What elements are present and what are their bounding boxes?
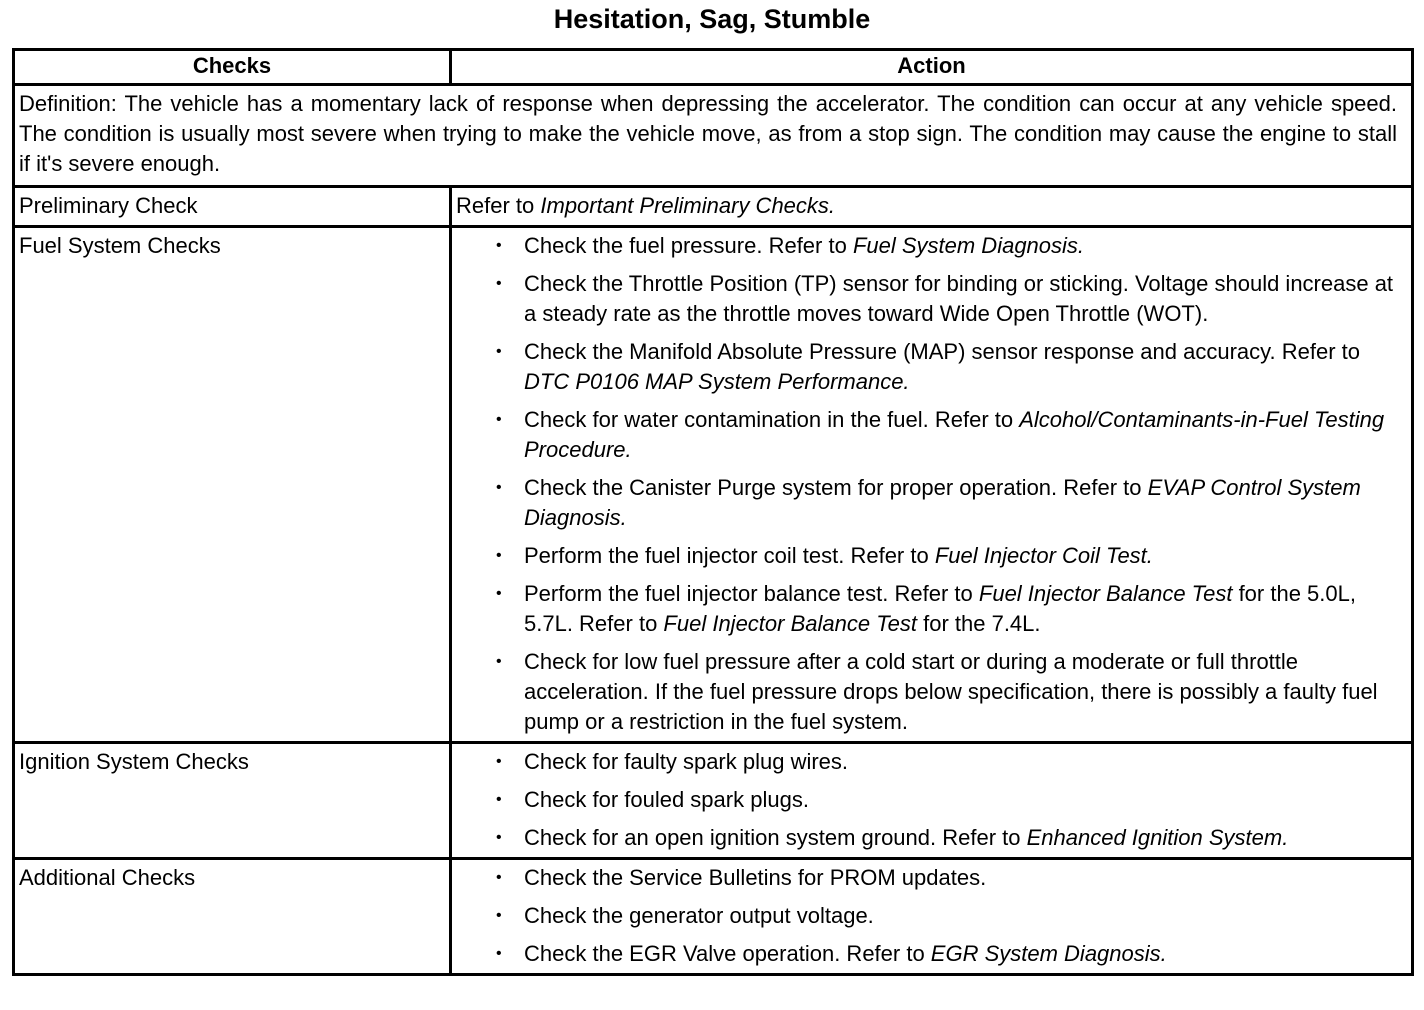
action-list: [456, 231, 1399, 741]
action-cell: [451, 187, 1413, 227]
list-item: [496, 579, 1399, 639]
diagnosis-table: [12, 48, 1414, 976]
list-item: [496, 337, 1399, 397]
action-text: Check the fuel pressure. Refer to: [524, 233, 853, 258]
list-item: [496, 647, 1399, 737]
list-item: [496, 747, 1399, 777]
bullet-icon: •: [496, 907, 502, 924]
action-text: Check the Manifold Absolute Pressure (MAP) sensor response and accuracy. Refer to: [524, 339, 1360, 364]
reference-link: Important Preliminary Checks.: [540, 193, 836, 218]
check-label: Preliminary Check: [14, 187, 451, 227]
action-text: Check the generator output voltage.: [524, 903, 874, 928]
action-text: for the 5.0L, 5.7L. Refer to: [524, 581, 1356, 636]
action-header: Action: [451, 50, 1413, 85]
bullet-icon: •: [496, 343, 502, 360]
bullet-icon: •: [496, 753, 502, 770]
list-item: [496, 823, 1399, 853]
bullet-icon: •: [496, 945, 502, 962]
action-text: Check for low fuel pressure after a cold start or during a moderate or full throttle acceleration. If the fuel pressure drops below specification, there is possibly a faulty fuel pump or a restriction in the fuel system.: [524, 649, 1378, 734]
action-text: Check for an open ignition system ground. Refer to: [524, 825, 1027, 850]
bullet-icon: •: [496, 411, 502, 428]
action-text: Check the EGR Valve operation. Refer to: [524, 941, 931, 966]
action-text: for the 7.4L.: [916, 611, 1041, 636]
reference-link: EVAP Control System Diagnosis.: [524, 475, 1361, 530]
bullet-icon: •: [496, 275, 502, 292]
action-list: [456, 747, 1399, 857]
action-text: Check the Canister Purge system for proper operation. Refer to: [524, 475, 1148, 500]
bullet-icon: •: [496, 237, 502, 254]
reference-link: Enhanced Ignition System.: [1026, 825, 1289, 850]
check-label: Fuel System Checks: [14, 227, 451, 743]
bullet-icon: •: [496, 547, 502, 564]
table-header-row: [14, 50, 1413, 85]
reference-link: Fuel Injector Balance Test: [663, 611, 917, 636]
list-item: [496, 785, 1399, 815]
action-text: Perform the fuel injector coil test. Refer to: [524, 543, 935, 568]
action-cell: [451, 743, 1413, 859]
action-text: Refer to: [456, 193, 541, 218]
bullet-icon: •: [496, 653, 502, 670]
checks-header: Checks: [14, 50, 451, 85]
action-text: Check the Service Bulletins for PROM updates.: [524, 865, 987, 890]
definition-text: Definition: The vehicle has a momentary lack of response when depressing the accelerator. The condition can occur at any vehicle speed. The condition is usually most severe when trying to make the vehicle move, as from a stop sign. The condition may cause the engine to stall if it's severe enough.: [14, 85, 1413, 187]
reference-link: Alcohol/Contaminants-in-Fuel Testing Procedure.: [524, 407, 1385, 462]
bullet-icon: •: [496, 585, 502, 602]
action-cell: [451, 227, 1413, 743]
list-item: [496, 231, 1399, 261]
reference-link: Fuel System Diagnosis.: [852, 233, 1085, 258]
action-text: Check the Throttle Position (TP) sensor for binding or sticking. Voltage should increase at a steady rate as the throttle moves toward Wide Open Throttle (WOT).: [524, 271, 1394, 326]
reference-link: DTC P0106 MAP System Performance.: [524, 369, 910, 394]
table-row-additional: [14, 859, 1413, 975]
table-row-fuel: [14, 227, 1413, 743]
action-text: Perform the fuel injector balance test. Refer to: [524, 581, 979, 606]
bullet-icon: •: [496, 479, 502, 496]
list-item: [496, 939, 1399, 969]
reference-link: Fuel Injector Coil Test.: [934, 543, 1153, 568]
action-text: Check for water contamination in the fuel. Refer to: [524, 407, 1020, 432]
reference-link: EGR System Diagnosis.: [930, 941, 1167, 966]
action-text: Check for faulty spark plug wires.: [524, 749, 849, 774]
action-list: [456, 863, 1399, 973]
list-item: [496, 473, 1399, 533]
page-title: Hesitation, Sag, Stumble: [553, 4, 871, 34]
bullet-icon: •: [496, 829, 502, 846]
list-item: [496, 405, 1399, 465]
list-item: [496, 901, 1399, 931]
bullet-icon: •: [496, 791, 502, 808]
check-label: Ignition System Checks: [14, 743, 451, 859]
table-row-ignition: [14, 743, 1413, 859]
table-row-preliminary: [14, 187, 1413, 227]
check-label: Additional Checks: [14, 859, 451, 975]
list-item: [496, 269, 1399, 329]
reference-link: Fuel Injector Balance Test: [978, 581, 1233, 606]
action-text: Check for fouled spark plugs.: [524, 787, 809, 812]
list-item: [496, 863, 1399, 893]
definition-row: [14, 85, 1413, 187]
action-cell: [451, 859, 1413, 975]
list-item: [496, 541, 1399, 571]
bullet-icon: •: [496, 869, 502, 886]
